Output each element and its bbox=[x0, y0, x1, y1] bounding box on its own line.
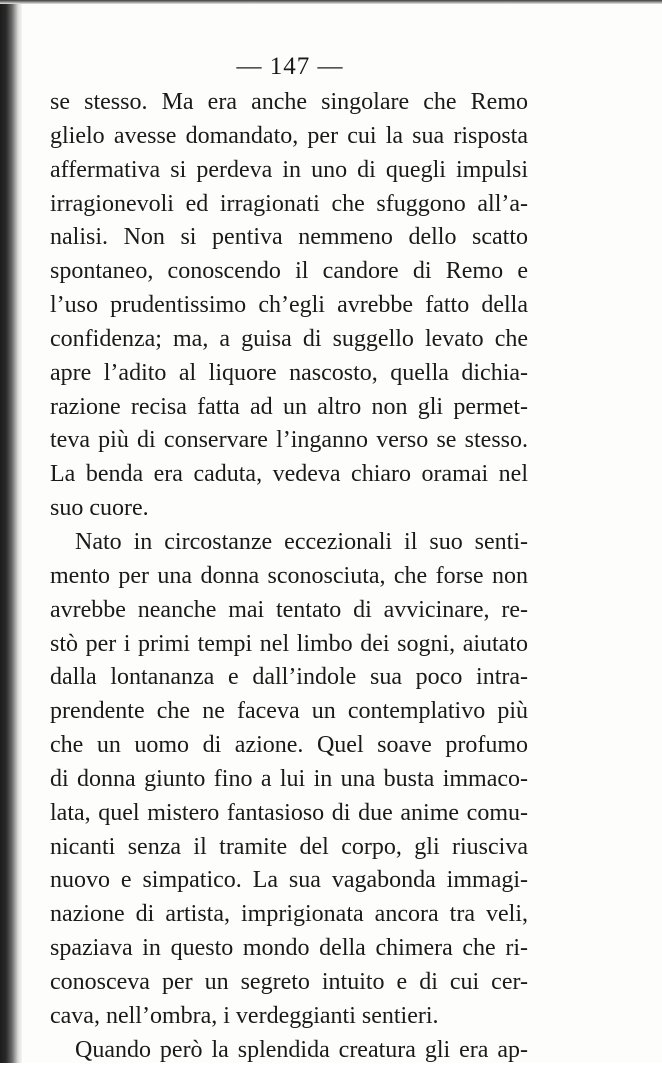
text-line: conosceva per un segreto intuito e di cui cer- bbox=[50, 968, 528, 995]
text-line: se stesso. Ma era anche singolare che Remo bbox=[50, 89, 528, 115]
text-line: prendente che ne faceva un contemplativo più bbox=[50, 698, 528, 725]
text-line: nuovo e simpatico. La sua vagabonda immagi- bbox=[50, 867, 528, 894]
text-line: mento per una donna sconosciuta, che forse non bbox=[50, 562, 528, 589]
text-line: nazione di artista, imprigionata ancora tra veli, bbox=[50, 901, 528, 928]
page-binding-shadow bbox=[0, 0, 22, 1063]
text-line: nalisi. Non si pentiva nemmeno dello scatto bbox=[50, 224, 528, 251]
text-line: teva più di conservare l’inganno verso se stesso. bbox=[50, 427, 528, 454]
text-line: glielo avesse domandato, per cui la sua risposta bbox=[50, 122, 528, 149]
text-line: La benda era caduta, vedeva chiaro oramai nel bbox=[50, 461, 528, 488]
text-line: Quando però la splendida creatura gli era ap- bbox=[75, 1036, 528, 1063]
text-line: Nato in circostanze eccezionali il suo senti- bbox=[75, 528, 528, 555]
text-line: cava, nell’ombra, i verdeggianti sentieri. bbox=[50, 1002, 439, 1029]
text-line: l’uso prudentissimo ch’egli avrebbe fatto della bbox=[50, 292, 528, 319]
text-line: spaziava in questo mondo della chimera che ri- bbox=[50, 935, 528, 962]
text-line: nicanti senza il tramite del corpo, gli riusciva bbox=[50, 833, 528, 860]
text-line: che un uomo di azione. Quel soave profumo bbox=[50, 732, 528, 759]
text-line: apre l’adito al liquore nascosto, quella dichia- bbox=[50, 359, 528, 386]
page-number: — 147 — bbox=[236, 53, 344, 80]
text-line: suo cuore. bbox=[50, 495, 149, 522]
text-line: dalla lontananza e dall’indole sua poco intra- bbox=[50, 664, 528, 691]
text-line: affermativa si perdeva in uno di quegli impulsi bbox=[50, 156, 528, 183]
text-line: confidenza; ma, a guisa di suggello levato che bbox=[50, 325, 528, 352]
body-text bbox=[50, 86, 528, 1067]
text-line: lata, quel mistero fantasioso di due anime comu- bbox=[50, 799, 528, 826]
text-line: avrebbe neanche mai tentato di avvicinare, re- bbox=[50, 596, 528, 623]
text-line: spontaneo, conoscendo il candore di Remo e bbox=[50, 258, 528, 285]
text-line: razione recisa fatta ad un altro non gli permet- bbox=[50, 393, 528, 420]
page-top-edge bbox=[0, 0, 662, 4]
text-line: irragionevoli ed irragionati che sfuggono all’a- bbox=[50, 190, 528, 217]
text-line: stò per i primi tempi nel limbo dei sogni, aiutato bbox=[50, 630, 528, 657]
text-line: di donna giunto fino a lui in una busta immaco- bbox=[50, 765, 528, 792]
